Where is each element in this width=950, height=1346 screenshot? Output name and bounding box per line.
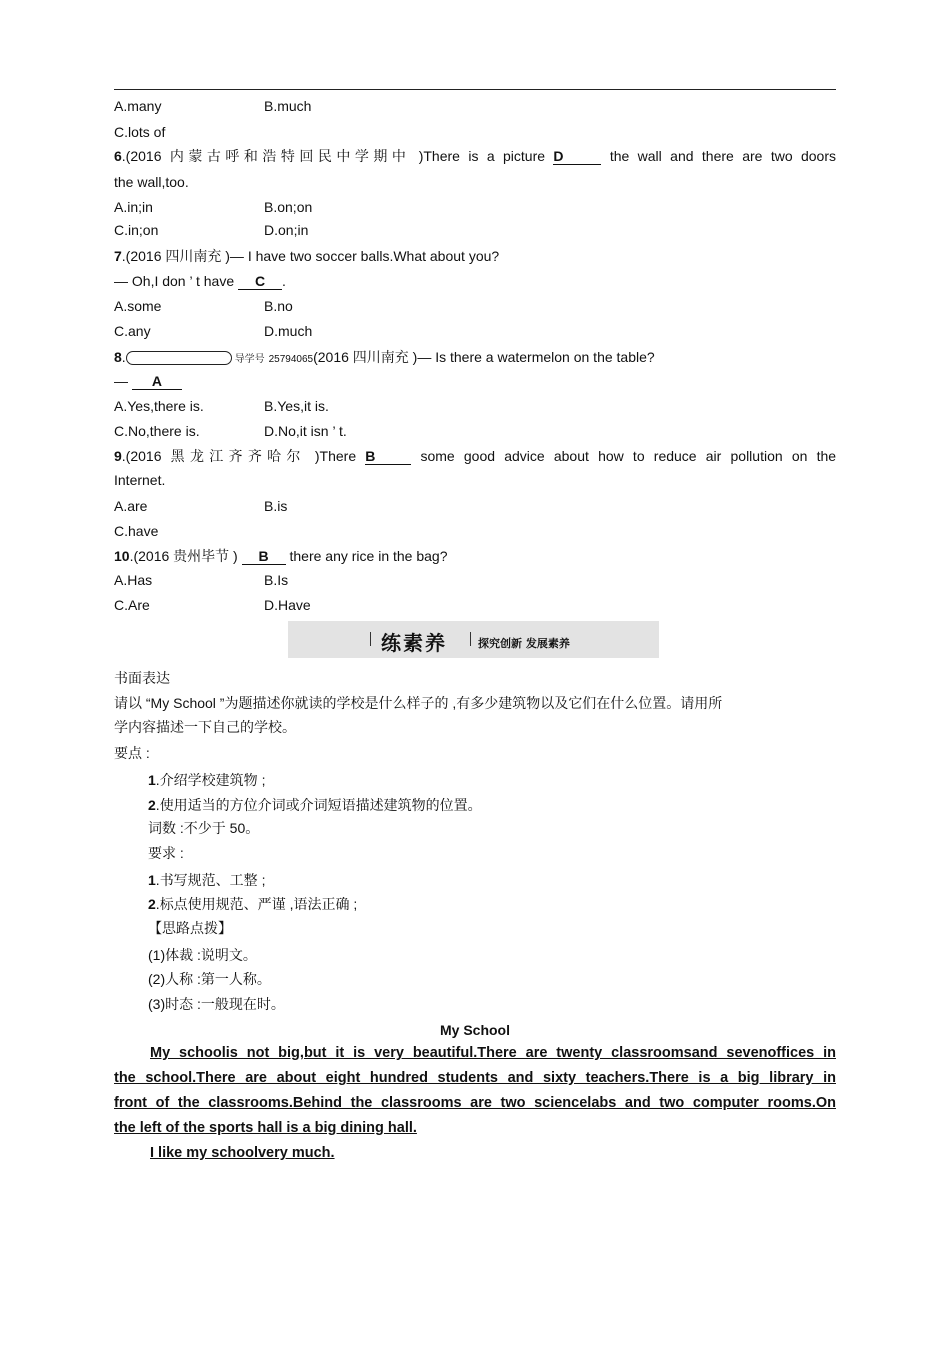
q9-source: .(2016 黑龙江齐齐哈尔 xyxy=(121,448,306,464)
tip-2: (2)人称 :第一人称。 xyxy=(148,971,271,987)
q9-stem xyxy=(114,447,836,465)
essay-line-1-text: My schoolis not big,but it is very beautiful.There are twenty classroomsand sevenoffices in xyxy=(150,1045,836,1061)
essay-line-2-text: the school.There are about eight hundred students and sixty teachers.There is a big library in xyxy=(114,1070,836,1086)
q7-line2b: . xyxy=(282,273,286,289)
q6-option-b: B.on;on xyxy=(264,199,313,215)
requirement-2-number: 2 xyxy=(148,896,156,912)
q8-dash: — xyxy=(114,373,128,389)
q6-text-c: the wall,too. xyxy=(114,174,189,190)
q9-text-c: Internet. xyxy=(114,472,166,488)
q6-answer-blank: D xyxy=(553,148,601,165)
q7-line1: .(2016 四川南充 )— I have two soccer balls.What about you? xyxy=(121,248,500,264)
tips-label: 【思路点拨】 xyxy=(148,920,232,936)
essay-title: My School xyxy=(439,1022,510,1038)
writing-prompt-line2: 学内容描述一下自己的学校。 xyxy=(114,719,296,735)
q8-option-b: B.Yes,it is. xyxy=(264,398,329,414)
q10-option-a: A.Has xyxy=(114,572,153,588)
q6-stem xyxy=(114,147,836,165)
q10-answer-blank: B xyxy=(242,548,286,565)
writing-heading: 书面表达 xyxy=(114,670,170,686)
requirement-1-text: 书写规范、工整 ; xyxy=(159,872,266,888)
q6-text-a: )There is a picture xyxy=(418,148,546,164)
q7-option-b: B.no xyxy=(264,298,293,314)
tip-1: (1)体裁 :说明文。 xyxy=(148,947,257,963)
q8-option-a: A.Yes,there is. xyxy=(114,398,204,414)
essay-paragraph-2-text: I like my schoolvery much. xyxy=(150,1145,335,1161)
requirement-2-text: 标点使用规范、严谨 ,语法正确 ; xyxy=(159,896,358,912)
q7-line2 xyxy=(114,272,286,290)
q7-answer-blank: C xyxy=(238,273,282,290)
point-2-text: 使用适当的方位介词或介词短语描述建筑物的位置。 xyxy=(159,797,482,813)
q9-text-a: )There xyxy=(314,448,357,464)
q9-option-a: A.are xyxy=(114,498,148,514)
q9-option-c: C.have xyxy=(114,523,159,539)
q5-option-c: C.lots of xyxy=(114,124,166,140)
essay-paragraph-2 xyxy=(114,1141,836,1166)
essay-line-2 xyxy=(114,1066,836,1091)
q8-option-c: C.No,there is. xyxy=(114,423,200,439)
banner-subtitle: 探究创新 发展素养 xyxy=(478,637,570,650)
q6-option-c: C.in;on xyxy=(114,222,159,238)
points-label: 要点 : xyxy=(114,745,150,761)
q8-text: (2016 四川南充 )— Is there a watermelon on the table? xyxy=(313,349,655,365)
q10-option-b: B.Is xyxy=(264,572,289,588)
q10-option-d: D.Have xyxy=(264,597,311,613)
requirement-2: 2.标点使用规范、严谨 ,语法正确 ; xyxy=(148,896,358,912)
essay-line-4-text: the left of the sports hall is a big dining hall. xyxy=(114,1120,417,1136)
q9-answer-blank: B xyxy=(365,448,411,465)
essay-line-1 xyxy=(114,1041,836,1066)
q9-text-b: some good advice about how to reduce air pollution on the xyxy=(420,448,837,464)
guide-number-box xyxy=(126,351,232,365)
requirement-1-number: 1 xyxy=(148,872,156,888)
tip-3: (3)时态 :一般现在时。 xyxy=(148,996,285,1012)
q10-stem xyxy=(114,547,448,565)
q10-source: .(2016 贵州毕节 ) xyxy=(129,548,238,564)
writing-prompt-line1: 请以 “My School ”为题描述你就读的学校是什么样子的 ,有多少建筑物以及它们在什么位置。请用所 xyxy=(114,695,723,711)
q6-option-a: A.in;in xyxy=(114,199,153,215)
q8-stem: 8. 导学号 25794065(2016 四川南充 )— Is there a watermelon on the table? xyxy=(114,349,655,365)
q10-option-c: C.Are xyxy=(114,597,150,613)
q7-option-c: C.any xyxy=(114,323,151,339)
point-2: 2.使用适当的方位介词或介词短语描述建筑物的位置。 xyxy=(148,797,482,813)
q8-answer-line xyxy=(114,372,182,390)
q8-number: 8 xyxy=(114,349,122,365)
q9-option-b: B.is xyxy=(264,498,288,514)
essay-line-4 xyxy=(114,1116,836,1141)
section-banner xyxy=(288,621,659,658)
q10-number: 10 xyxy=(114,548,130,564)
q9-number: 9 xyxy=(114,448,122,464)
q10-text: there any rice in the bag? xyxy=(289,548,448,564)
q8-guide-number: 25794065 xyxy=(268,354,314,365)
point-1-text: 介绍学校建筑物 ; xyxy=(159,772,266,788)
q8-answer-blank: A xyxy=(132,373,182,390)
q8-option-d: D.No,it isn ’ t. xyxy=(264,423,347,439)
word-count: 词数 :不少于 50。 xyxy=(148,820,260,836)
requirement-1: 1.书写规范、工整 ; xyxy=(148,872,266,888)
point-1: 1.介绍学校建筑物 ; xyxy=(148,772,266,788)
q6-source: .(2016 内蒙古呼和浩特回民中学期中 xyxy=(121,148,411,164)
q6-number: 6 xyxy=(114,148,122,164)
requirements-label: 要求 : xyxy=(148,845,184,861)
top-rule xyxy=(114,89,836,90)
q7-option-a: A.some xyxy=(114,298,162,314)
q7-line2a: — Oh,I don ’ t have xyxy=(114,273,235,289)
essay-line-3 xyxy=(114,1091,836,1116)
q7-option-d: D.much xyxy=(264,323,313,339)
q6-option-d: D.on;in xyxy=(264,222,309,238)
banner-divider-left xyxy=(370,632,371,646)
essay-line-3-text: front of the classrooms.Behind the classrooms are two sciencelabs and two computer rooms.On xyxy=(114,1095,836,1111)
point-1-number: 1 xyxy=(148,772,156,788)
q5-option-a: A.many xyxy=(114,98,162,114)
q7-stem xyxy=(114,247,499,265)
q8-guide-label: 导学号 xyxy=(234,354,265,365)
q7-number: 7 xyxy=(114,248,122,264)
q6-text-b: the wall and there are two doors xyxy=(609,148,837,164)
point-2-number: 2 xyxy=(148,797,156,813)
banner-title: 练素养 xyxy=(381,631,447,655)
banner-divider-right xyxy=(470,632,471,646)
q5-option-b: B.much xyxy=(264,98,312,114)
